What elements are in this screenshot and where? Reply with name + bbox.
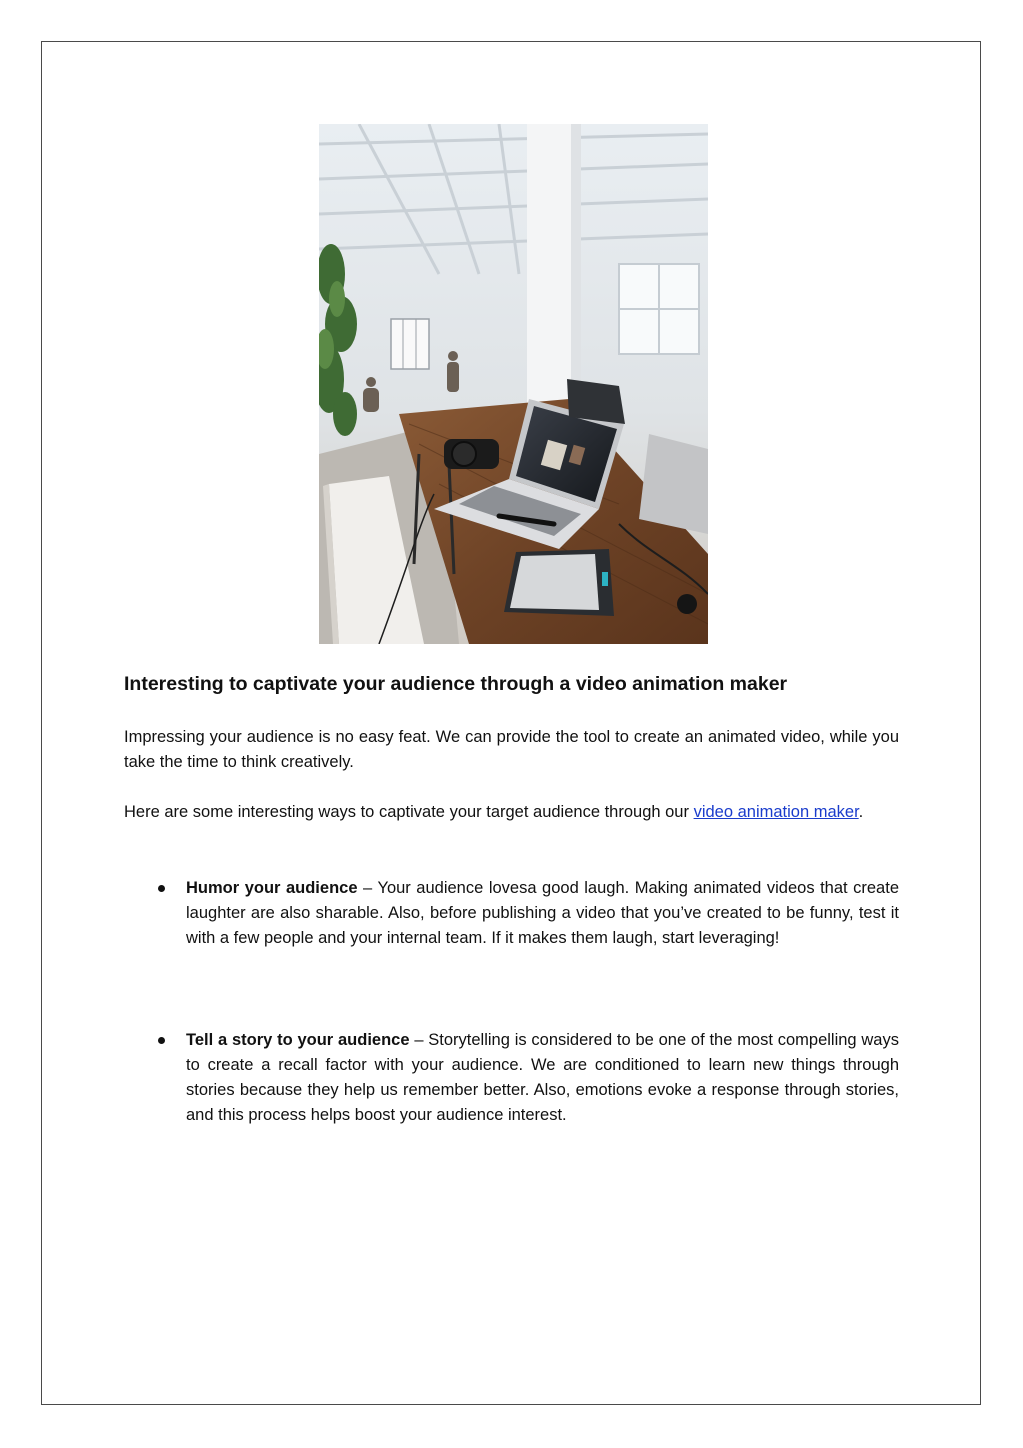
lead-paragraph: [124, 800, 899, 825]
lead-end: .: [858, 803, 864, 821]
video-animation-maker-link[interactable]: video animation maker: [693, 803, 859, 821]
bullet-title: Humor your audience: [186, 879, 358, 897]
list-item: [186, 1028, 899, 1128]
bullet-icon: [158, 885, 165, 892]
article-heading: Interesting to captivate your audience through a video animation maker: [124, 673, 788, 695]
lead-text: Here are some interesting ways to captivate your target audience through our: [124, 803, 694, 821]
bullet-icon: [158, 1037, 165, 1044]
bullet-text: – Storytelling is considered to be one of the most compelling ways to create a recall factor with your audience. We are conditioned to learn new things through stories because they help us remember better. Also, emotions evoke a response through stories, and this process helps boost your audience interest.: [186, 1031, 899, 1124]
bullet-text: – Your audience lovesa good laugh. Making animated videos that create laughter are also sharable. Also, before publishing a video that you’ve created to be funny, test it with a few people and your internal team. If it makes them laugh, start leveraging!: [186, 879, 899, 947]
bullet-title: Tell a story to your audience: [186, 1031, 410, 1049]
list-item: [186, 876, 899, 951]
intro-paragraph: Impressing your audience is no easy feat. We can provide the tool to create an animated video, while you take the time to think creatively.: [124, 728, 899, 771]
office-laptop-photo: [319, 124, 708, 644]
